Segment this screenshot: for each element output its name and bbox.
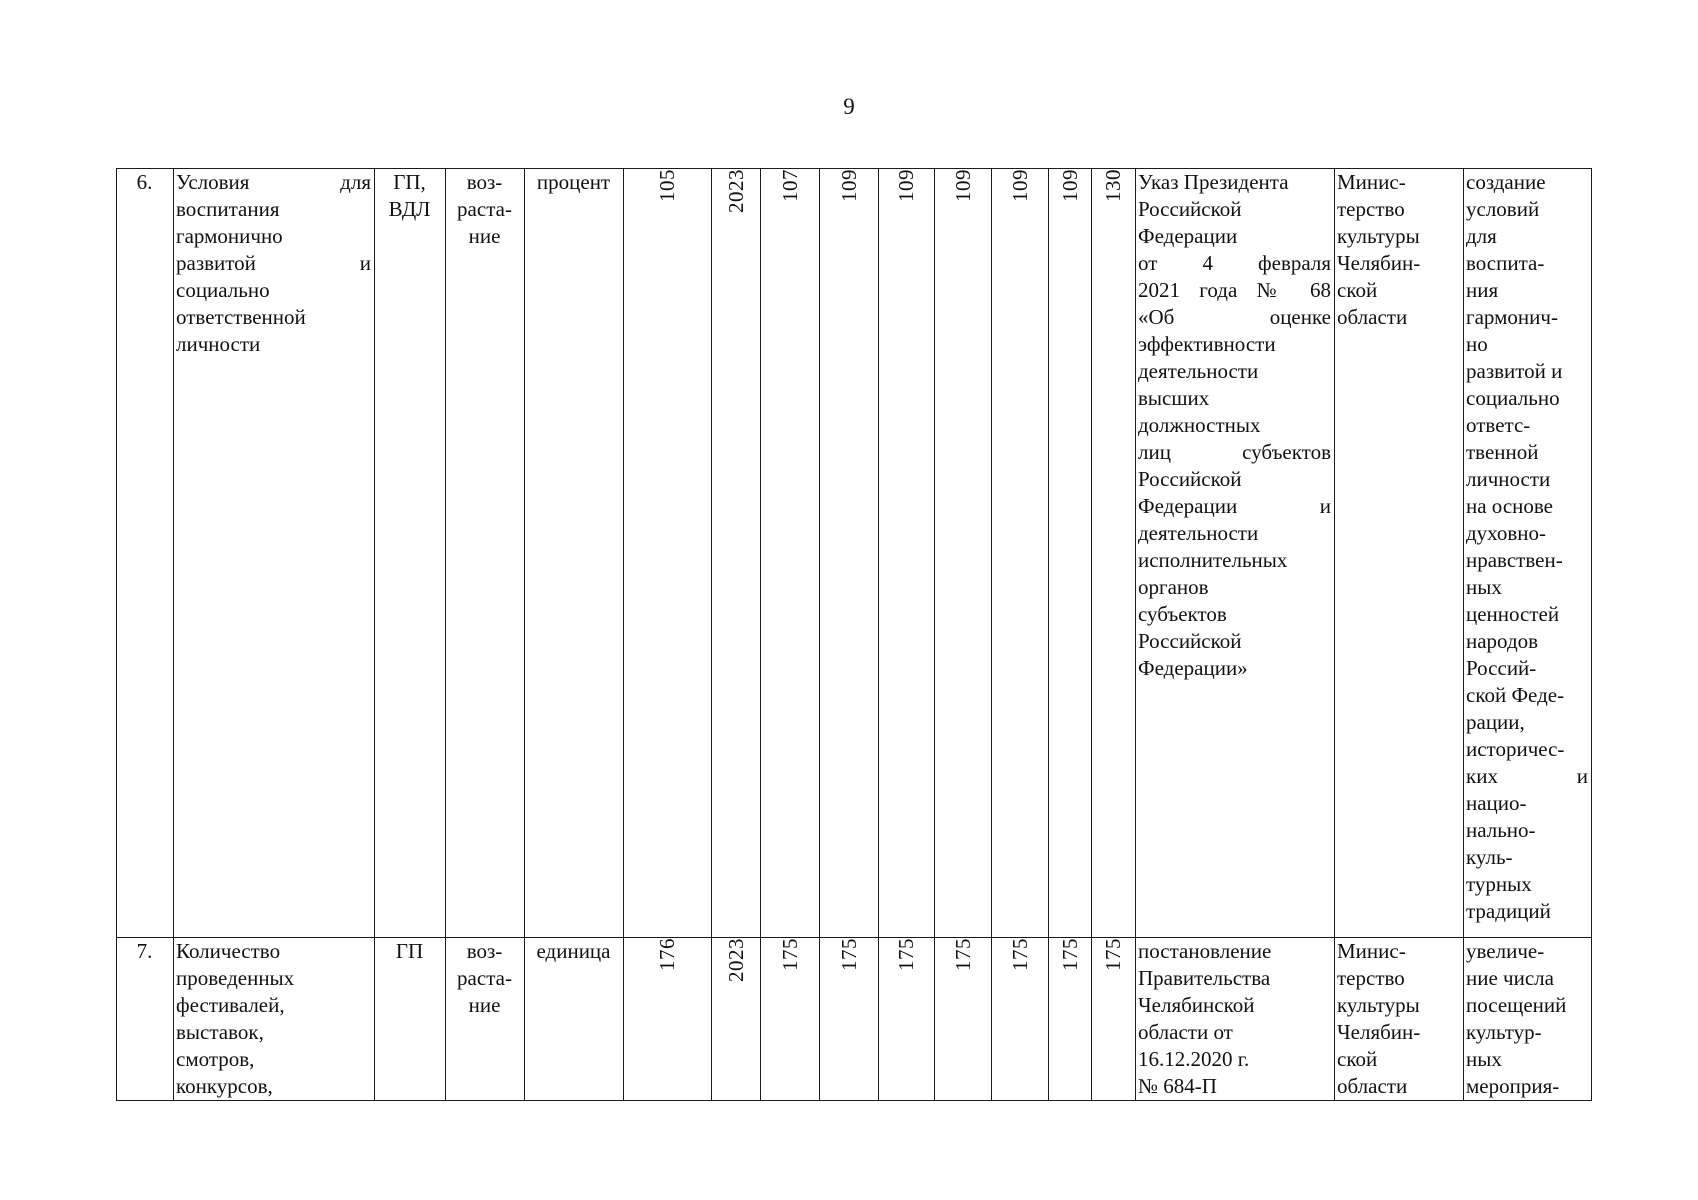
legal-basis-line: Российской [1138, 629, 1242, 653]
base-value-text: 176 [655, 938, 679, 971]
indicator-name-line: Условия для [176, 170, 371, 194]
responsible-body-line: области [1337, 1074, 1408, 1098]
legal-basis-line: Федерации» [1138, 656, 1248, 680]
base-year [712, 169, 761, 938]
goal-link-line: традиций [1466, 899, 1551, 923]
indicator-name-line: проведенных [176, 966, 295, 990]
goal-link-line: рации, [1466, 710, 1525, 734]
goal-link-line: личности [1466, 467, 1551, 491]
goal-link-line: социально [1466, 386, 1560, 410]
target-value-text: 175 [1101, 938, 1125, 971]
legal-basis-line: субъектов [1138, 602, 1227, 626]
legal-basis-line: высших [1138, 386, 1210, 410]
target-value-text: 175 [1007, 938, 1032, 971]
legal-basis [1136, 938, 1335, 1101]
responsible-body-line: ской [1337, 1047, 1378, 1071]
target-value-text: 109 [836, 169, 861, 202]
legal-basis-line: эффективности [1138, 332, 1276, 356]
target-value-text: 107 [777, 169, 802, 202]
responsible-body [1335, 938, 1464, 1101]
target-value [1049, 938, 1092, 1101]
table-row [117, 938, 1592, 1101]
unit: единица [525, 938, 624, 1101]
target-value [820, 169, 879, 938]
goal-link-line: но [1466, 332, 1488, 356]
goal-link-line: на основе [1466, 494, 1554, 518]
responsible-body-line: Челябин- [1337, 251, 1421, 275]
target-value-text: 109 [894, 169, 918, 202]
direction: воз-раста-ние [446, 169, 525, 938]
target-value [820, 938, 879, 1101]
legal-basis-line: деятельности [1138, 359, 1259, 383]
target-value [879, 169, 935, 938]
goal-link-line: ния [1466, 278, 1499, 302]
legal-basis-line: должностных [1138, 413, 1261, 437]
responsible-body-line: культуры [1337, 993, 1420, 1017]
responsible-body-line: Челябин- [1337, 1020, 1421, 1044]
legal-basis-line: Российской [1138, 197, 1242, 221]
goal-link-line: для [1466, 224, 1497, 248]
indicator-name-line: Количество [176, 939, 281, 963]
target-value-text: 109 [1007, 169, 1032, 202]
target-value [1092, 169, 1136, 938]
goal-link [1464, 938, 1592, 1101]
goal-link-line: ответс- [1466, 413, 1531, 437]
target-value-text: 175 [894, 938, 918, 971]
target-value-text: 109 [1057, 169, 1082, 202]
indicator-name-line: социально [176, 278, 270, 302]
unit: процент [525, 169, 624, 938]
target-value-text: 109 [950, 169, 975, 202]
indicator-name-line: развитой и [176, 251, 371, 275]
row-number: 6. [117, 169, 174, 938]
indicator-name-line: гармонично [176, 224, 283, 248]
goal-link-line: условий [1466, 197, 1540, 221]
target-value-text: 175 [777, 938, 802, 971]
target-value-text: 175 [836, 938, 861, 971]
target-value [879, 938, 935, 1101]
legal-basis-line: деятельности [1138, 521, 1259, 545]
responsible-body-line: Минис- [1337, 939, 1406, 963]
goal-link-line: историчес- [1466, 737, 1565, 761]
base-year-text: 2023 [723, 169, 748, 213]
target-value [992, 169, 1049, 938]
legal-basis-line: Указ Президента [1138, 170, 1289, 194]
legal-basis-line: Российской [1138, 467, 1242, 491]
goal-link-line: увеличе- [1466, 939, 1545, 963]
legal-basis-line: 2021 года № 68 [1138, 278, 1331, 302]
goal-link [1464, 169, 1592, 938]
goal-link-line: ние числа [1466, 966, 1554, 990]
goal-link-line: мероприя- [1466, 1074, 1560, 1098]
responsible-body-line: ской [1337, 278, 1378, 302]
legal-basis [1136, 169, 1335, 938]
indicator-name-line: смотров, [176, 1047, 255, 1071]
goal-link-line: культур- [1466, 1020, 1542, 1044]
goal-link-line: Россий- [1466, 656, 1537, 680]
goal-link-line: турных [1466, 872, 1532, 896]
table-row [117, 169, 1592, 938]
indicator-name [174, 169, 375, 938]
legal-basis-line: лиц субъектов [1138, 440, 1331, 464]
legal-basis-line: Челябинской [1138, 993, 1255, 1017]
legal-basis-line: от 4 февраля [1138, 251, 1331, 275]
goal-link-line: ской Феде- [1466, 683, 1565, 707]
goal-link-line: куль- [1466, 845, 1513, 869]
target-value [761, 938, 820, 1101]
direction: воз-раста-ние [446, 938, 525, 1101]
goal-link-line: народов [1466, 629, 1539, 653]
base-value [624, 938, 712, 1101]
responsible-body [1335, 169, 1464, 938]
target-value [761, 169, 820, 938]
goal-link-line: ных [1466, 575, 1502, 599]
program-type: ГП [375, 938, 446, 1101]
goal-link-line: нацио- [1466, 791, 1527, 815]
goal-link-line: развитой и [1466, 359, 1563, 383]
goal-link-line: посещений [1466, 993, 1567, 1017]
legal-basis-line: постановление [1138, 939, 1272, 963]
goal-link-line: духовно- [1466, 521, 1547, 545]
legal-basis-line: 16.12.2020 г. [1138, 1047, 1250, 1071]
goal-link-line: твенной [1466, 440, 1539, 464]
indicator-name-line: личности [176, 332, 261, 356]
legal-basis-line: области от [1138, 1020, 1233, 1044]
target-value-text: 130 [1101, 169, 1125, 202]
goal-link-line: гармонич- [1466, 305, 1558, 329]
goal-link-line: нально- [1466, 818, 1536, 842]
base-value-text: 105 [655, 169, 679, 202]
legal-basis-line: № 684-П [1138, 1074, 1217, 1098]
legal-basis-line: Правительства [1138, 966, 1271, 990]
page-number: 9 [843, 94, 855, 119]
legal-basis-line: органов [1138, 575, 1209, 599]
legal-basis-line: исполнительных [1138, 548, 1288, 572]
legal-basis-line: Федерации [1138, 224, 1238, 248]
indicator-name-line: выставок, [176, 1020, 264, 1044]
goal-link-line: ких и [1466, 764, 1588, 788]
goal-link-line: воспита- [1466, 251, 1545, 275]
indicator-name-line: ответственной [176, 305, 306, 329]
responsible-body-line: культуры [1337, 224, 1420, 248]
base-value [624, 169, 712, 938]
target-value-text: 175 [1057, 938, 1082, 971]
target-value-text: 175 [950, 938, 975, 971]
goal-link-line: ценностей [1466, 602, 1560, 626]
base-year [712, 938, 761, 1101]
goal-link-line: нравствен- [1466, 548, 1563, 572]
program-type: ГП, ВДЛ [375, 169, 446, 938]
legal-basis-line: Федерации и [1138, 494, 1331, 518]
indicator-name-line: воспитания [176, 197, 280, 221]
indicator-name-line: фестивалей, [176, 993, 285, 1017]
target-value [935, 169, 992, 938]
responsible-body-line: терство [1337, 197, 1405, 221]
row-number: 7. [117, 938, 174, 1101]
indicators-table [116, 168, 1592, 1101]
target-value [1092, 938, 1136, 1101]
target-value [992, 938, 1049, 1101]
goal-link-line: создание [1466, 170, 1546, 194]
indicator-name-line: конкурсов, [176, 1074, 273, 1098]
responsible-body-line: терство [1337, 966, 1405, 990]
base-year-text: 2023 [723, 938, 748, 982]
goal-link-line: ных [1466, 1047, 1502, 1071]
responsible-body-line: области [1337, 305, 1408, 329]
target-value [935, 938, 992, 1101]
target-value [1049, 169, 1092, 938]
indicator-name [174, 938, 375, 1101]
responsible-body-line: Минис- [1337, 170, 1406, 194]
legal-basis-line: «Об оценке [1138, 305, 1331, 329]
